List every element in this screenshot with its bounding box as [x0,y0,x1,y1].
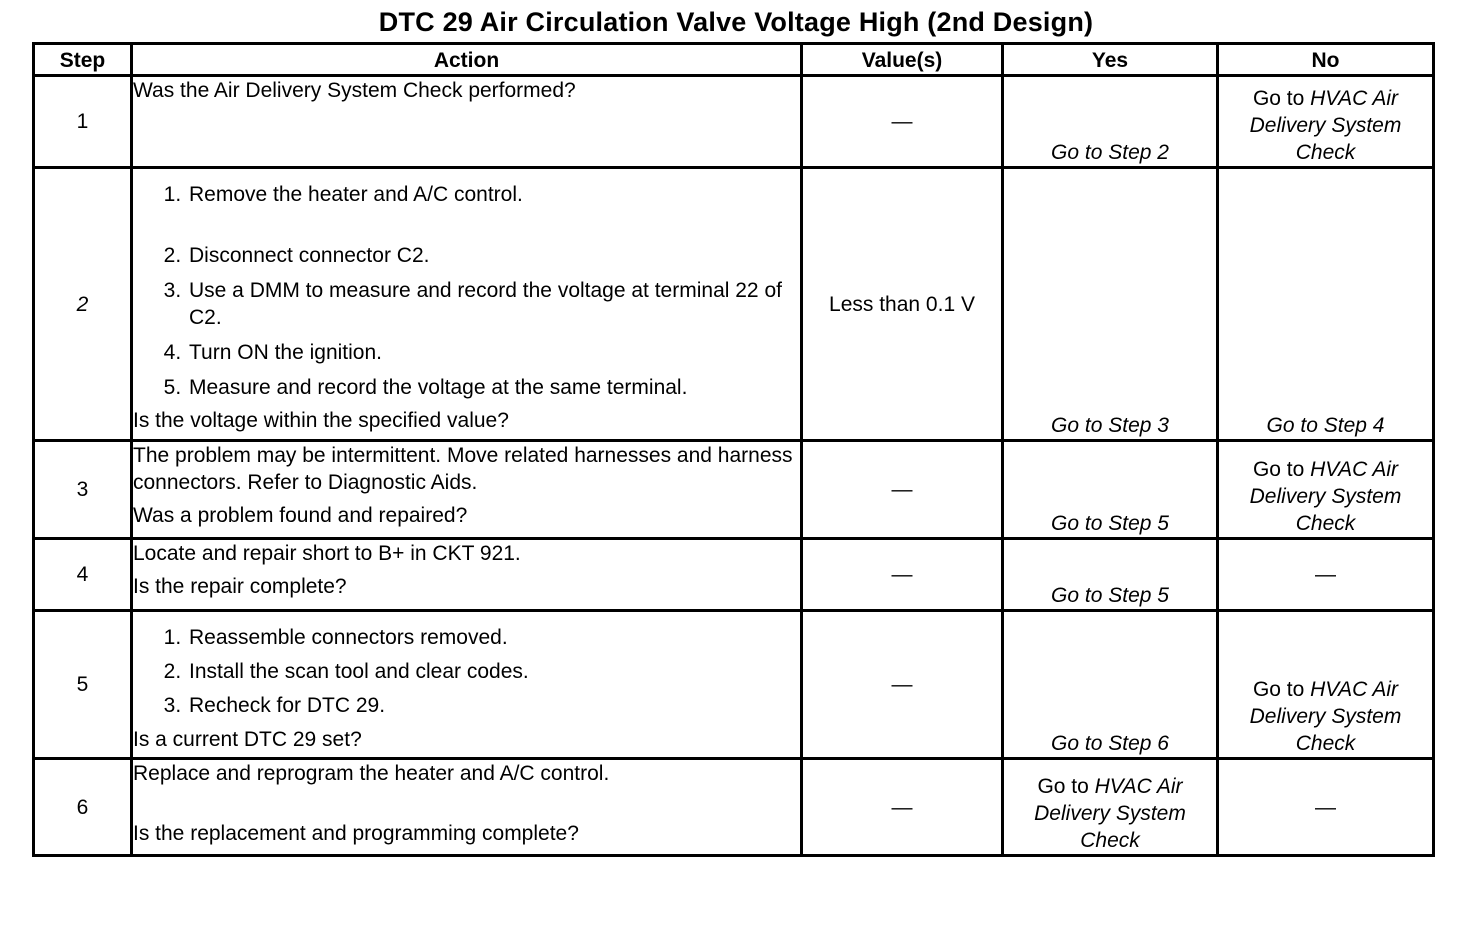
action-steps [133,624,800,719]
action-text: Replace and reprogram the heater and A/C control. [133,762,610,785]
step-number: 1 [34,76,132,168]
header-values: Value(s) [802,44,1003,76]
step-number: 5 [34,611,132,759]
action-question: Is the repair complete? [133,575,347,598]
list-item: 2. Disconnect connector C2. [187,242,800,269]
table-row [34,611,1434,759]
value-cell: Less than 0.1 V [802,168,1003,441]
no-reference: HVAC Air Delivery System Check [1249,87,1402,164]
header-step: Step [34,44,132,76]
list-item: 5. Measure and record the voltage at the same terminal. [187,374,800,401]
no-cell: Go to Step 4 [1218,168,1434,441]
action-cell [132,611,802,759]
no-reference: HVAC Air Delivery System Check [1249,678,1402,755]
action-cell [132,76,802,168]
action-text: Locate and repair short to B+ in CKT 921. [133,542,521,565]
yes-cell: Go to Step 6 [1003,611,1218,759]
no-cell [1218,76,1434,168]
table-row [34,539,1434,611]
list-item: 3. Use a DMM to measure and record the voltage at terminal 22 of C2. [187,277,800,331]
action-text: Was the Air Delivery System Check performed? [133,79,576,102]
list-item: 1. Reassemble connectors removed. [187,624,800,651]
yes-cell: Go to Step 5 [1003,441,1218,539]
no-cell [1218,441,1434,539]
action-steps [133,181,800,401]
header-no: No [1218,44,1434,76]
table-row [34,441,1434,539]
header-row [34,44,1434,76]
yes-reference: HVAC Air Delivery System Check [1034,775,1186,852]
list-item: 1. Remove the heater and A/C control. [187,181,800,208]
value-cell: — [802,759,1003,856]
action-question: Is the voltage within the specified value? [133,409,509,432]
step-number: 3 [34,441,132,539]
action-cell [132,539,802,611]
action-cell [132,168,802,441]
yes-cell: Go to Step 2 [1003,76,1218,168]
value-cell: — [802,76,1003,168]
value-cell: — [802,611,1003,759]
action-cell [132,441,802,539]
action-question: Is the replacement and programming complete? [133,822,579,845]
page-title: DTC 29 Air Circulation Valve Voltage High (2nd Design) [378,7,1094,37]
yes-cell: Go to Step 5 [1003,539,1218,611]
no-reference: HVAC Air Delivery System Check [1249,458,1402,535]
table-row [34,76,1434,168]
table-row [34,168,1434,441]
no-prefix: Go to [1252,87,1311,110]
action-question: Was a problem found and repaired? [133,504,468,527]
value-cell: — [802,539,1003,611]
no-prefix: Go to [1252,458,1311,481]
no-cell: — [1218,759,1434,856]
no-prefix: Go to [1252,678,1311,701]
step-number: 6 [34,759,132,856]
yes-prefix: Go to [1037,775,1095,798]
yes-cell [1003,759,1218,856]
list-item: 3. Recheck for DTC 29. [187,692,800,719]
list-item: 4. Turn ON the ignition. [187,339,800,366]
action-text: The problem may be intermittent. Move related harnesses and harness connectors. Refer to Diagnostic Aids. [133,444,793,494]
no-cell: — [1218,539,1434,611]
action-question: Is a current DTC 29 set? [133,728,362,751]
action-cell [132,759,802,856]
header-yes: Yes [1003,44,1218,76]
step-number: 2 [34,168,132,441]
list-item: 2. Install the scan tool and clear codes. [187,658,800,685]
diagnostic-table [32,42,1435,857]
table-row [34,759,1434,856]
value-cell: — [802,441,1003,539]
step-number: 4 [34,539,132,611]
header-action: Action [132,44,802,76]
no-cell [1218,611,1434,759]
yes-cell: Go to Step 3 [1003,168,1218,441]
